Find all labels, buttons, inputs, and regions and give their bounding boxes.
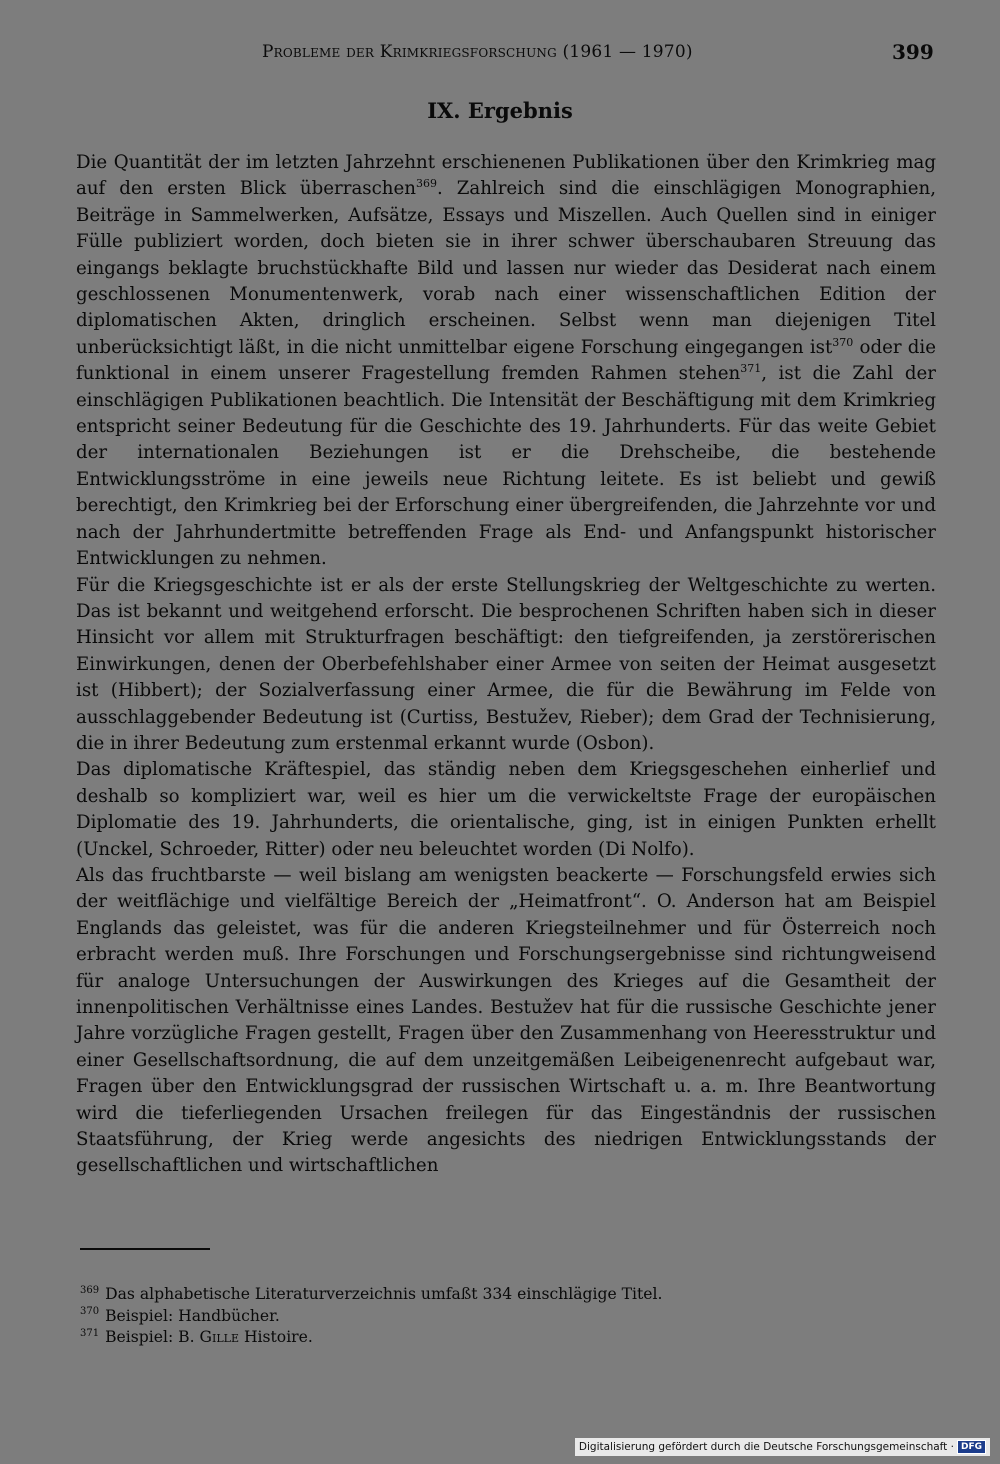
footnote-author: Gille: [199, 1328, 239, 1347]
dfg-logo-icon: DFG: [957, 1440, 986, 1454]
footnote-text-suffix: Histoire.: [239, 1328, 313, 1347]
footnote-369: [80, 1284, 940, 1306]
footnote-number: 371: [80, 1328, 100, 1339]
paragraph-1: [76, 150, 936, 573]
credit-text: Digitalisierung gefördert durch die Deutsche Forschungsgemeinschaft ·: [578, 1441, 954, 1453]
footnotes: [80, 1284, 940, 1349]
section-title: IX. Ergebnis: [427, 98, 573, 123]
paragraph-1-text-a: Die Quantität der im letzten Jahrzehnt erschienenen Publikationen über den Krimkrieg mag auf den ersten Blick überraschen: [76, 152, 936, 200]
digitization-credit: [575, 1438, 990, 1456]
running-head: Probleme der Krimkriegsforschung (1961 — 1970): [262, 42, 693, 62]
footnote-ref-370: 370: [832, 335, 854, 349]
footnote-number: 370: [80, 1306, 100, 1318]
footnote-371: [80, 1327, 940, 1349]
footnote-text: Beispiel: Handbücher.: [105, 1306, 280, 1325]
body-text: [76, 150, 936, 1180]
paragraph-1-text-d: , ist die Zahl der einschlägigen Publikationen beachtlich. Die Intensität der Beschäftigung mit dem Krimkrieg entspricht seiner Bedeutung für die Geschichte des 19. Jahrhunderts. Für das weite Gebiet der internationalen Beziehungen ist er die Drehscheibe, die bestehende Entwicklungsströme in eine jeweils neue Richtung leitete. Es ist beliebt und gewiß berechtigt, den Krimkrieg bei der Erforschung einer übergreifenden, die Jahrzehnte vor und nach der Jahrhundertmitte betreffenden Frage als End- und Anfangspunkt historischer Entwicklungen zu nehmen.: [76, 363, 936, 570]
footnote-number: 369: [80, 1284, 100, 1296]
footnote-rule: [80, 1248, 210, 1250]
paragraph-1-text-c: oder die funktional in einem unserer Fragestellung fremden Rahmen stehen: [76, 336, 937, 385]
paragraph-4: Als das fruchtbarste — weil bislang am wenigsten beackerte — Forschungsfeld erwies sich der weitflächige und vielfältige Bereich der „Heimatfront“. O. Anderson hat am Beispiel Englands das geleistet, was für die anderen Kriegsteilnehmer und für Österreich noch erbracht werden muß. Ihre Forschungen und Forschungsergebnisse sind richtungweisend für analoge Untersuchungen der Auswirkungen des Krieges auf die Gesamtheit der innenpolitischen Verhältnisse eines Landes. Bestužev hat für die russische Geschichte jener Jahre vorzügliche Fragen gestellt, Fragen über den Zusammenhang von Heeresstruktur und einer Gesellschaftsordnung, die auf dem unzeitgemäßen Leibeigenenrecht aufgebaut war, Fragen über den Entwicklungsgrad der russischen Wirtschaft u. a. m. Ihre Beantwortung wird die tieferliegenden Ursachen freilegen für das Eingeständnis der russischen Staatsführung, der Krieg werde angesichts des niedrigen Entwicklungsstands der gesellschaftlichen und wirtschaftlichen: [76, 864, 936, 1177]
footnote-ref-369: 369: [416, 177, 437, 191]
footnote-370: [80, 1306, 940, 1328]
footnote-ref-371: 371: [740, 362, 762, 376]
paragraph-2: Für die Kriegsgeschichte ist er als der erste Stellungskrieg der Weltgeschichte zu werten. Das ist bekannt und weitgehend erforscht. Die besprochenen Schriften haben sich in dieser Hinsicht vor allem mit Strukturfragen beschäftigt: den tiefgreifenden, ja zerstörerischen Einwirkungen, denen der Oberbefehlshaber einer Armee von seiten der Heimat ausgesetzt ist (Hibbert); der Sozialverfassung einer Armee, die für die Bewährung im Felde von ausschlaggebender Bedeutung ist (Curtiss, Bestužev, Rieber); dem Grad der Technisierung, die in ihrer Bedeutung zum erstenmal erkannt wurde (Osbon).: [76, 574, 936, 754]
page-number: 399: [892, 40, 934, 64]
paragraph-1-text-b: . Zahlreich sind die einschlägigen Monographien, Beiträge in Sammelwerken, Aufsätze, Essays und Miszellen. Auch Quellen sind in einiger Fülle publiziert worden, doch bieten sie in ihrer schwer überschaubaren Streuung das eingangs beklagte bruchstückhafte Bild und lassen nur wieder das Desiderat nach einem geschlossenen Monumentenwerk, vorab nach einer wissenschaftlichen Edition der diplomatischen Akten, dringlich erscheinen. Selbst wenn man diejenigen Titel unberücksichtigt läßt, in die nicht unmittelbar eigene Forschung eingegangen ist: [76, 178, 936, 358]
paragraph-3: Das diplomatische Kräftespiel, das ständig neben dem Kriegsgeschehen einherlief und deshalb so kompliziert war, weil es hier um die verwickeltste Frage der europäischen Diplomatie des 19. Jahrhunderts, die orientalische, ging, ist in einigen Punkten erhellt (Unckel, Schroeder, Ritter) oder neu beleuchtet worden (Di Nolfo).: [76, 759, 936, 860]
footnote-text: Das alphabetische Literaturverzeichnis umfaßt 334 einschlägige Titel.: [105, 1285, 663, 1303]
footnote-text-prefix: Beispiel: B.: [105, 1328, 200, 1347]
